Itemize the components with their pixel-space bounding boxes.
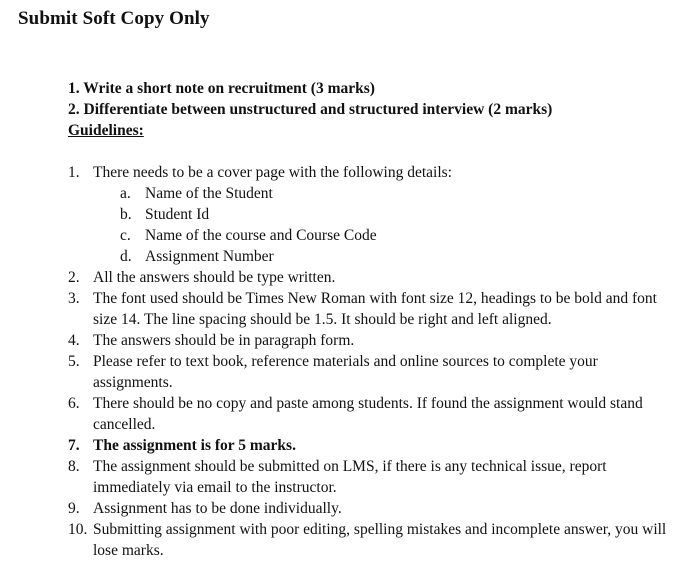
list-item xyxy=(0,456,668,498)
item-number: 9. xyxy=(68,500,80,517)
list-item xyxy=(0,162,668,183)
list-item xyxy=(0,330,668,351)
sub-item-letter: a. xyxy=(120,185,131,202)
sub-item-text: Name of the course and Course Code xyxy=(145,227,377,244)
list-item xyxy=(0,267,668,288)
list-item xyxy=(0,435,668,456)
question-1: 1. Write a short note on recruitment (3 marks) xyxy=(68,80,375,97)
question-2: 2. Differentiate between unstructured and structured interview (2 marks) xyxy=(68,101,553,118)
item-text: The assignment is for 5 marks. xyxy=(93,437,296,454)
sub-item xyxy=(0,225,700,246)
sub-item-letter: b. xyxy=(120,206,132,223)
item-text: Please refer to text book, reference materials and online sources to complete your assignments. xyxy=(93,353,598,391)
guidelines-heading: Guidelines: xyxy=(68,122,144,139)
item-text: Submitting assignment with poor editing, spelling mistakes and incomplete answer, you will lose marks. xyxy=(93,521,667,559)
list-item xyxy=(0,351,668,393)
list-item xyxy=(0,519,668,561)
item-text: The answers should be in paragraph form. xyxy=(93,332,355,349)
questions-block xyxy=(68,78,552,141)
item-number: 8. xyxy=(68,458,80,475)
sub-item xyxy=(0,204,700,225)
list-item xyxy=(0,288,668,330)
item-number: 10. xyxy=(68,521,88,538)
item-number: 5. xyxy=(68,353,80,370)
item-number: 1. xyxy=(68,164,80,181)
sub-item-letter: d. xyxy=(120,248,132,265)
page-title: Submit Soft Copy Only xyxy=(18,8,210,29)
sub-item xyxy=(0,246,700,267)
item-number: 2. xyxy=(68,269,80,286)
item-number: 7. xyxy=(68,437,80,454)
sub-item-text: Name of the Student xyxy=(145,185,273,202)
sub-item-letter: c. xyxy=(120,227,131,244)
list-item xyxy=(0,393,668,435)
item-text: Assignment has to be done individually. xyxy=(93,500,342,517)
item-number: 4. xyxy=(68,332,80,349)
item-text: The assignment should be submitted on LMS, if there is any technical issue, report immediately via email to the instructor. xyxy=(93,458,607,496)
item-text: There should be no copy and paste among students. If found the assignment would stand cancelled. xyxy=(93,395,643,433)
item-number: 3. xyxy=(68,290,80,307)
item-text: There needs to be a cover page with the following details: xyxy=(93,164,452,181)
list-item xyxy=(0,498,668,519)
sub-item-text: Assignment Number xyxy=(145,248,274,265)
item-text: The font used should be Times New Roman with font size 12, headings to be bold and font size 14. The line spacing should be 1.5. It should be right and left aligned. xyxy=(93,290,657,328)
guidelines-list xyxy=(0,162,700,561)
sub-item-text: Student Id xyxy=(145,206,210,223)
item-text: All the answers should be type written. xyxy=(93,269,336,286)
item-number: 6. xyxy=(68,395,80,412)
sub-item xyxy=(0,183,700,204)
